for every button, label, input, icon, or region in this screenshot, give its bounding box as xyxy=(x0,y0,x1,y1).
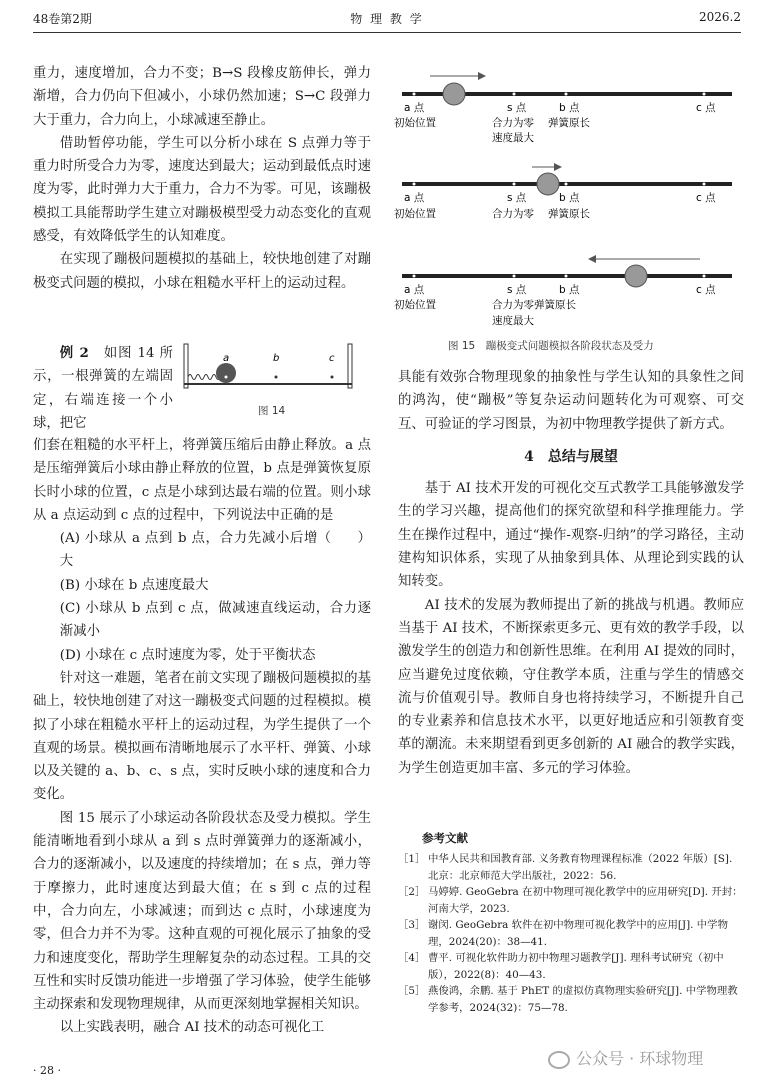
figure-14-diagram xyxy=(176,340,366,424)
label-b: b 点 xyxy=(559,102,580,114)
left-wall xyxy=(184,344,188,388)
label-b: b xyxy=(273,353,280,364)
paragraph: 在实现了蹦极问题模拟的基础上，较快地创建了对蹦极变式问题的模拟，小球在粗糙水平杆上的运动过程。 xyxy=(33,252,371,291)
paragraph: 基于 AI 技术开发的可视化交互式教学工具能够激发学生的学习兴趣，提高他们的探究欲望和科学推理能力。学生在操作过程中，通过“操作-观察-归纳”的学习路径，主动建构知识体系，实现了从抽象到具体、从理论到实践的认知转变。 xyxy=(398,481,744,590)
label-b: b 点 xyxy=(559,284,580,296)
journal-name: 物 理 教 学 xyxy=(350,12,424,26)
label-s: s 点 xyxy=(507,192,527,204)
figure-15-diagram xyxy=(390,62,742,360)
point-c xyxy=(703,93,706,96)
paragraph: 以上实践表明，融合 AI 技术的动态可视化工 xyxy=(59,1020,325,1036)
label-original-length: 弹簧原长 xyxy=(548,208,590,220)
arrow-head xyxy=(554,163,562,171)
label-initial: 初始位置 xyxy=(394,208,436,220)
label-c: c 点 xyxy=(696,284,716,296)
point-a xyxy=(413,275,416,278)
reference-list xyxy=(398,851,744,1016)
ball xyxy=(537,173,559,195)
label-zero-force: 合力为零 xyxy=(492,208,534,220)
option-c: (C) 小球从 b 点到 c 点，做减速直线运动，合力逐渐减小 xyxy=(59,601,371,640)
figure-15 xyxy=(390,62,742,360)
label-initial: 初始位置 xyxy=(394,299,436,311)
example-head xyxy=(33,342,173,435)
reference-item: ［1］ 中华人民共和国教育部. 义务教育物理课程标准（2022 年版）[S]. 北京：北京师范大学出版社，2022：56. xyxy=(398,853,733,882)
label-c: c xyxy=(329,353,335,364)
reference-item: ［5］ 燕俊鸿，余鹏. 基于 PhET 的虚拟仿真物理实验研究[J]. 中学物理教学参考，2024(32)：75—78. xyxy=(398,985,738,1014)
point-a xyxy=(413,93,416,96)
label-original-length: 弹簧原长 xyxy=(548,117,590,129)
header-rule xyxy=(33,32,741,33)
label-a: a 点 xyxy=(404,192,425,204)
paragraph: 重力，速度增加，合力不变；B→S 段橡皮筋伸长，弹力渐增，合力仍向下但减小，小球仍然加速；S→C 段弹力大于重力，合力向上，小球减速至静止。 xyxy=(33,66,371,128)
references-title: 参考文献 xyxy=(422,831,468,845)
ball xyxy=(216,363,236,383)
reference-item: ［3］ 谢闵. GeoGebra 软件在初中物理可视化教学中的应用[J]. 中学物理，2024(20)：38—41. xyxy=(398,919,728,948)
left-column-bottom xyxy=(33,434,371,1040)
label-max-speed: 速度最大 xyxy=(492,315,534,327)
reference-item: ［4］ 曹平. 可视化软件助力初中物理习题教学[J]. 理科考试研究（初中版），2022(8)：40—43. xyxy=(398,952,724,981)
example-head-text: 如图 14 所示，一根弹簧的左端固定，右端连接一个小球，把它 xyxy=(33,346,173,431)
paragraph: 针对这一难题，笔者在前文实现了蹦极问题模拟的基础上，较快地创建了对这一蹦极变式问题的过程模拟。模拟了小球在粗糙水平杆上的运动过程，为学生提供了一个直观的场景。模拟画布清晰地展示了水平杆、弹簧、小球以及关键的 a、b、c、s 点，实时反映小球的速度和合力变化。 xyxy=(33,670,371,803)
option-b: (B) 小球在 b 点速度最大 xyxy=(59,577,209,593)
references xyxy=(398,830,744,1016)
point-a xyxy=(225,376,228,379)
point-c xyxy=(703,183,706,186)
point-s xyxy=(513,275,516,278)
point-b xyxy=(565,183,568,186)
journal-volume: 48卷第2期 xyxy=(33,12,92,26)
point-b xyxy=(565,275,568,278)
reference-item: ［2］ 马婷婷. GeoGebra 在初中物理可视化教学中的应用研究[D]. 开封：河南大学，2023. xyxy=(398,886,743,915)
ball xyxy=(443,83,465,105)
label-b: b 点 xyxy=(559,192,580,204)
label-s: s 点 xyxy=(507,284,527,296)
label-max-speed: 速度最大 xyxy=(492,132,534,144)
label-zero-force-original: 合力为零弹簧原长 xyxy=(492,299,576,311)
point-b xyxy=(565,93,568,96)
figure-14 xyxy=(176,340,366,424)
label-a: a xyxy=(223,353,230,364)
label-c: c 点 xyxy=(696,102,716,114)
label-initial: 初始位置 xyxy=(394,117,436,129)
label-a: a 点 xyxy=(404,284,425,296)
label-c: c 点 xyxy=(696,192,716,204)
figure-15-panel-3 xyxy=(394,255,732,327)
label-a: a 点 xyxy=(404,102,425,114)
option-d: (D) 小球在 c 点时速度为零，处于平衡状态 xyxy=(59,647,316,663)
option-a: (A) 小球从 a 点到 b 点，合力先减小后增大 xyxy=(59,531,318,570)
watermark: 公众号 · 环球物理 xyxy=(548,1046,703,1069)
point-s xyxy=(513,183,516,186)
figure-14-caption: 图 14 xyxy=(258,405,286,417)
example-label: 例 2 xyxy=(59,345,89,361)
paragraph: 借助暂停功能，学生可以分析小球在 S 点弹力等于重力时所受合力为零，速度达到最大；运动到最低点时速度为零，此时弹力大于重力，合力不为零。可见，该蹦极模拟工具能帮助学生建立对蹦极模型受力动态变化的直观感受，有效降低学生的认知难度。 xyxy=(33,135,371,245)
point-c xyxy=(703,275,706,278)
label-zero-force: 合力为零 xyxy=(492,117,534,129)
left-column-top xyxy=(33,62,371,295)
point-a xyxy=(413,183,416,186)
right-column xyxy=(398,366,744,780)
page-number: · 28 · xyxy=(33,1064,61,1077)
figure-15-caption: 图 15 蹦极变式问题模拟各阶段状态及受力 xyxy=(448,340,654,352)
answer-bracket: （ ） xyxy=(317,531,371,547)
point-b xyxy=(275,376,278,379)
section-heading: 4 总结与展望 xyxy=(524,448,618,465)
wechat-icon xyxy=(548,1051,570,1069)
point-s xyxy=(513,93,516,96)
example-body: 们套在粗糙的水平杆上，将弹簧压缩后由静止释放。a 点是压缩弹簧后小球由静止释放的位置，b 点是弹簧恢复原长时小球的位置，c 点是小球到达最右端的位置。则小球从 a 点运动到 c 点的过程中，下列说法中正确的是 （ ） xyxy=(33,434,371,527)
arrow-head xyxy=(478,72,486,80)
journal-date: 2026.2 xyxy=(699,10,741,24)
label-s: s 点 xyxy=(507,102,527,114)
figure-15-panel-2 xyxy=(394,163,732,220)
ball xyxy=(625,265,647,287)
paragraph: 具能有效弥合物理现象的抽象性与学生认知的具象性之间的鸿沟，使“蹦极”等复杂运动问题转化为可观察、可交互、可验证的学习图景，为初中物理教学提供了新方式。 xyxy=(398,370,744,432)
paragraph: 图 15 展示了小球运动各阶段状态及受力模拟。学生能清晰地看到小球从 a 到 s 点时弹簧弹力的逐渐减小，合力的逐渐减小，以及速度的持续增加；在 s 点，弹力等于摩擦力，此时速度达到最大值；在 s 到 c 点的过程中，合力向左，小球减速；而到达 c 点时，小球速度为零，但合力并不为零。这种直观的可视化展示了抽象的受力和速度变化，帮助学生理解复杂的动态过程。工具的交互性和实时反馈功能进一步增强了学习体验，使学生能够主动探索和发现物理规律，从而更深刻地掌握相关知识。 xyxy=(33,810,371,1013)
point-c xyxy=(331,376,334,379)
arrow-head xyxy=(588,255,596,263)
right-wall xyxy=(348,344,352,388)
figure-15-panel-1 xyxy=(394,72,732,144)
paragraph: AI 技术的发展为教师提出了新的挑战与机遇。教师应当基于 AI 技术，不断探索更多元、更有效的教学手段，以激发学生的创造力和创新性思维。在利用 AI 提效的同时，应当避免过度依赖，守住教学本质，注重与学生的情感交流与价值观引导。教师自身也将持续学习，不断提升自己的专业素养和信息技术水平，以更好地适应和引领教育变革的潮流。未来期望看到更多创新的 AI 融合的教学实践，为学生创造更加丰富、多元的学习体验。 xyxy=(398,597,744,776)
